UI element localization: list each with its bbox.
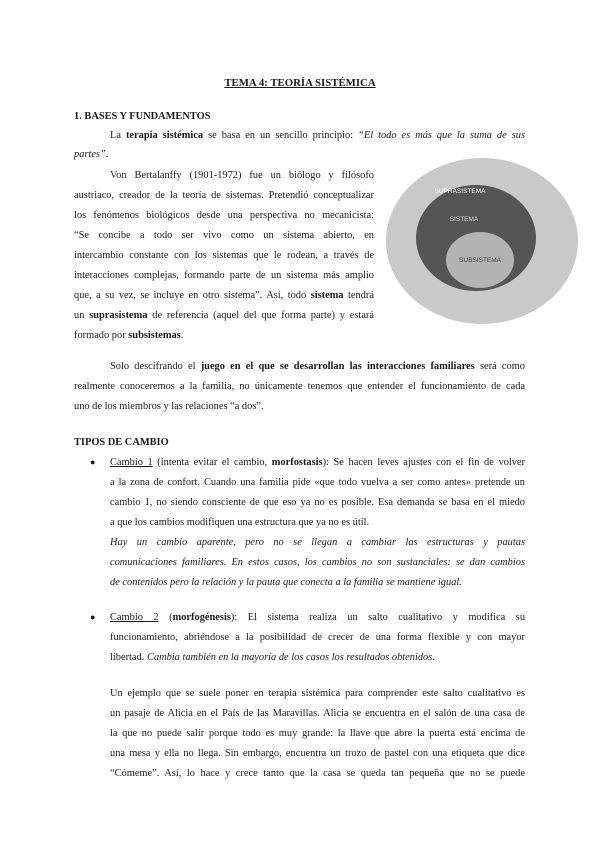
bullet-icon: ●	[90, 457, 96, 467]
intro-paragraph-line-2: partes”.	[74, 149, 109, 160]
bertalanffy-line-6: interacciones complejas, formando parte de un sistema más amplio	[74, 270, 374, 281]
bertalanffy-line-1: Von Bertalanffy (1901-1972) fue un biólogo y filósofo	[110, 170, 374, 181]
alicia-line-5: “Cómeme”. Así, lo hace y crece tanto que la casa se queda tan pequeña que no se puede	[110, 768, 525, 779]
cambio1-line-3: cambio 1, no siendo consciente de que eso ya no es posible. Esa demanda se basa en el miedo	[110, 497, 525, 508]
intro-paragraph-line-1: La terapia sistémica se basa en un sencillo principio: “El todo es más que la suma de sus	[110, 130, 526, 141]
bertalanffy-line-4: “Se concibe a todo ser vivo como un sistema abierto, en	[74, 230, 374, 241]
bertalanffy-line-8: un suprasistema de referencia (aquel del que forma parte) y estará	[74, 310, 374, 321]
bullet-icon: ●	[90, 612, 96, 622]
document-title: TEMA 4: TEORÍA SISTÉMICA	[224, 77, 376, 89]
cambio2-line-3: libertad. Cambia también en la mayoría de los casos los resultados obtenidos.	[110, 652, 435, 663]
bertalanffy-line-5: intercambio constante con los sistemas que le rodean, a través de	[74, 250, 374, 261]
cambio1-italic-line-3: de contenidos pero la relación y la pauta que conecta a la familia se mantiene igual.	[110, 577, 462, 588]
sistema-label: SISTEMA	[449, 216, 479, 223]
alicia-line-4: una mesa y ella no llega. Sin embargo, encuentra un trozo de pastel con una etiqueta que dice	[110, 748, 525, 759]
bertalanffy-line-2: austriaco, creador de la teoría de sistemas. Pretendió conceptualizar	[74, 190, 374, 201]
bertalanffy-line-3: los fenómenos biológicos desde una perspectiva no mecanicista:	[74, 210, 374, 221]
suprasistema-label: SUPRASISTEMA	[434, 188, 486, 195]
familia-paragraph-line-1: Solo descifrando el juego en el que se desarrollan las interacciones familiares será como	[110, 361, 525, 372]
familia-paragraph-line-2: realmente conoceremos a la familia, no únicamente tenemos que entender el funcionamiento de cada	[74, 381, 525, 392]
familia-paragraph-line-3: uno de los miembros y las relaciones “a dos”.	[74, 401, 264, 412]
bertalanffy-line-9: formado por subsistemas.	[74, 330, 184, 341]
alicia-line-1: Un ejemplo que se suele poner en terapia sistémica para comprender este salto cualitativo es	[110, 688, 525, 699]
cambio1-line-2: a la zona de confort. Cuando una familia pide «que todo vuelva a ser como antes» pretende un	[110, 477, 525, 488]
bertalanffy-line-7: que, a su vez, se incluye en otro sistema”. Así, todo sistema tendrá	[74, 290, 375, 301]
subsistema-label: SUBSISTEMA	[459, 257, 501, 264]
section-heading-tipos-cambio: TIPOS DE CAMBIO	[74, 437, 169, 448]
cambio1-italic-line-2: comunicaciones familiares. En estos casos, los cambios no son sustanciales: se dan cambios	[110, 557, 525, 568]
alicia-line-2: un pasaje de Alicia en el País de las Maravillas. Alicia se encuentra en el salón de una casa de	[110, 708, 525, 719]
alicia-line-3: la que no puede salir porque todo es muy grande: la llave que abre la puerta está encima de	[110, 728, 525, 739]
section-heading-bases: 1. BASES Y FUNDAMENTOS	[74, 111, 211, 122]
cambio1-italic-line-1: Hay un cambio aparente, pero no se llegan a cambiar las estructuras y pautas	[110, 537, 525, 548]
cambio1-line-1: Cambio 1 (intenta evitar el cambio, morfostasis): Se hacen leves ajustes con el fin de volver	[110, 457, 525, 468]
cambio2-line-1: Cambio 2 (morfogénesis): El sistema realiza un salto cualitativo y modifica su	[110, 612, 526, 623]
systems-diagram	[384, 156, 580, 326]
cambio1-line-4: a que los cambios modifiquen una estructura que ya no es útil.	[110, 517, 370, 528]
cambio2-line-2: funcionamiento, abriéndose a la posibilidad de crecer de una forma flexible y con mayor	[110, 632, 525, 643]
